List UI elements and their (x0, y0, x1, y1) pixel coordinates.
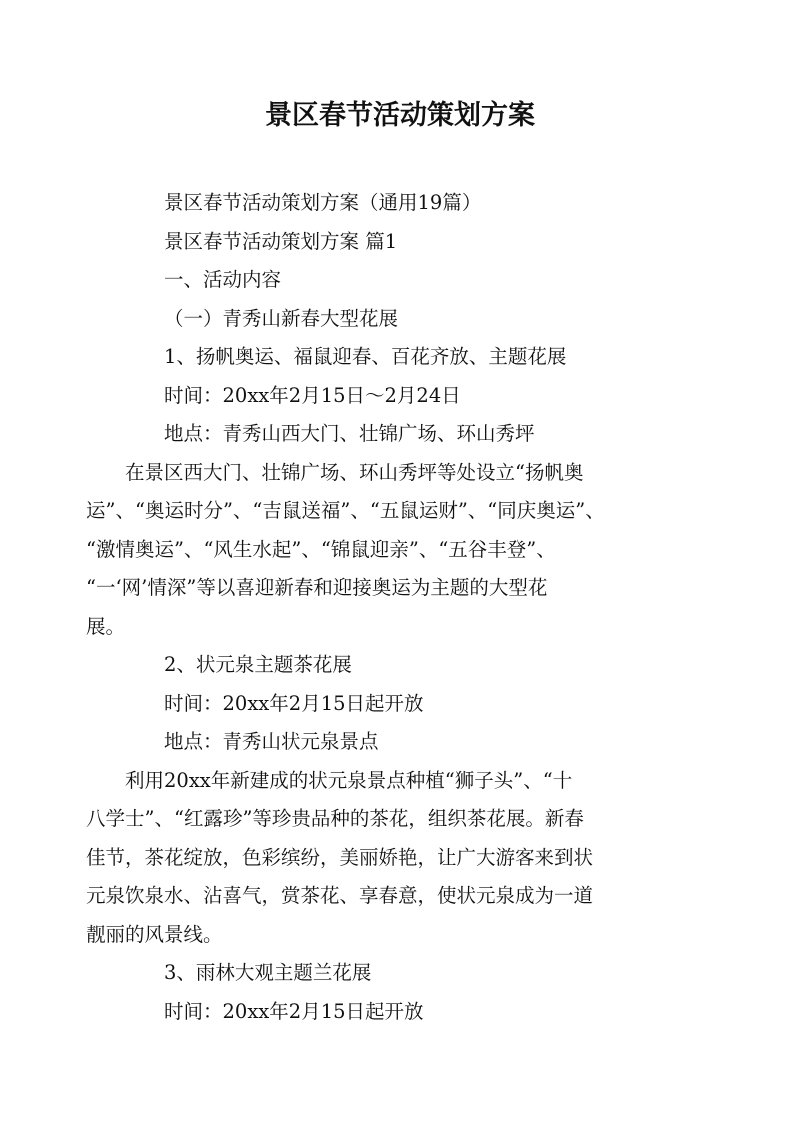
paragraph-1-line: 运”、“奥运时分”、“吉鼠送福”、“五鼠运财”、“同庆奥运”、 (86, 499, 605, 522)
item-heading-1: 1、扬帆奥运、福鼠迎春、百花齐放、主题花展 (164, 345, 567, 368)
item-heading-3: 3、雨林大观主题兰花展 (164, 961, 372, 984)
paragraph-1-line: 展。 (86, 614, 126, 638)
section-heading: 景区春节活动策划方案 篇1 (164, 229, 398, 253)
item-heading-2: 2、状元泉主题茶花展 (164, 653, 352, 676)
document-body (86, 184, 715, 1031)
paragraph-2-line: 靓丽的风景线。 (86, 922, 223, 946)
document-title: 景区春节活动策划方案 (265, 100, 535, 131)
heading-flower-show: （一）青秀山新春大型花展 (164, 306, 399, 330)
time-line-2: 时间：20xx年2月15日起开放 (164, 691, 424, 715)
time-line-1: 时间：20xx年2月15日～2月24日 (164, 383, 461, 407)
heading-activity-content: 一、活动内容 (164, 268, 282, 291)
paragraph-2-line: 元泉饮泉水、沾喜气，赏茶花、享春意，使状元泉成为一道 (86, 884, 594, 907)
paragraph-2-line: 利用20xx年新建成的状元泉景点种植“狮子头”、“十 (125, 768, 573, 792)
location-line-2: 地点：青秀山状元泉景点 (164, 730, 379, 753)
location-line-1: 地点：青秀山西大门、壮锦广场、环山秀坪 (164, 422, 535, 445)
paragraph-2-line: 八学士”、“红露珍”等珍贵品种的茶花，组织茶花展。新春 (86, 807, 584, 830)
paragraph-1-line: “一‘网’情深”等以喜迎新春和迎接奥运为主题的大型花 (86, 576, 548, 599)
paragraph-1-line: “激情奥运”、“风生水起”、“锦鼠迎亲”、“五谷丰登”、 (86, 537, 556, 561)
subtitle-line: 景区春节活动策划方案（通用19篇） (164, 191, 482, 214)
paragraph-1-line: 在景区西大门、壮锦广场、环山秀坪等处设立“扬帆奥 (125, 460, 584, 484)
time-line-3: 时间：20xx年2月15日起开放 (164, 999, 424, 1023)
paragraph-2 (86, 762, 715, 955)
paragraph-1 (86, 454, 715, 647)
paragraph-2-line: 佳节，茶花绽放，色彩缤纷，美丽娇艳，让广大游客来到状 (86, 845, 594, 869)
